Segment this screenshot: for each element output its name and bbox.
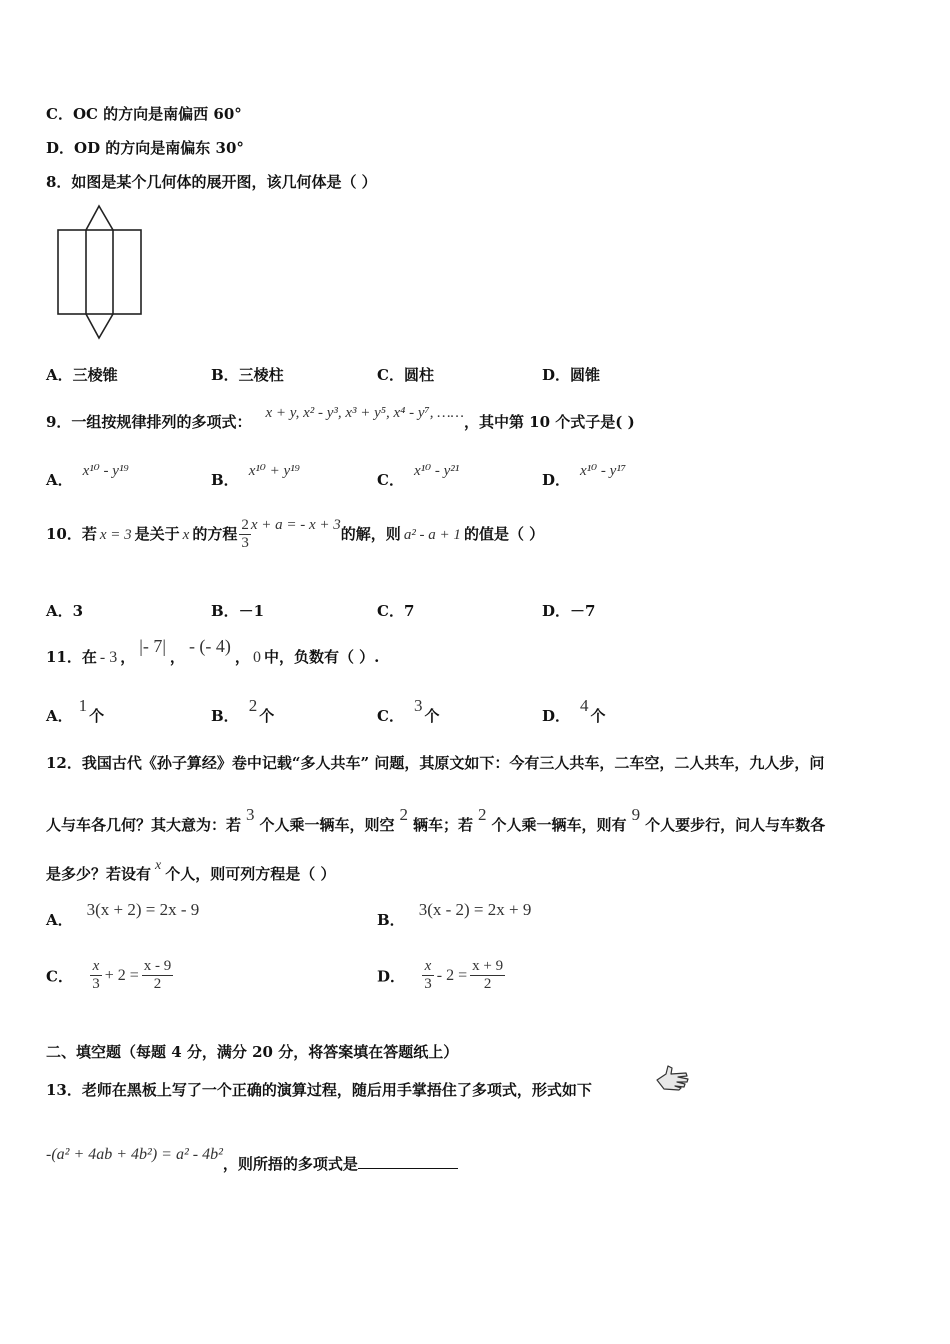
q9-stem-post: ，其中第 10 个式子是( ) — [463, 413, 635, 431]
q7-option-d: D．OD 的方向是南偏东 30° — [46, 139, 244, 157]
hand-icon — [654, 1062, 692, 1092]
q10-option-d: D．－7 — [542, 602, 596, 620]
q12-option-a: A．3(x + 2) = 2x - 9 — [46, 900, 200, 929]
q10-stem: 10．若 x = 3 是关于 x 的方程 $\frac{2}{3}$ x + a = - x + 3的解，则 a² - a + 1 的值是（ ） — [46, 516, 545, 552]
section-2-title: 二、填空题（每题 4 分，满分 20 分，将答案填在答题纸上） — [46, 1043, 459, 1061]
q9-option-c: C． x¹⁰ - y²¹ — [377, 463, 460, 489]
q12-line-1: 12．我国古代《孙子算经》卷中记载“多人共车” 问题，其原文如下：今有三人共车，二车空，二人共车，九人步，问 — [46, 754, 825, 772]
q12-option-d: D． $\frac{x}{3}$ - 2 = $\frac{x + 9}{2}$ — [377, 958, 504, 993]
q13-expression-line: -(a² + 4ab + 4b²) = a² - 4b²，则所捂的多项式是 — [46, 1153, 458, 1174]
q11-stem: 11．在 - 3 ，|- 7|，- (- 4)， 0 中，负数有（ ）. — [46, 636, 380, 666]
q8-option-d: D．圆锥 — [542, 366, 601, 384]
q7-option-c: C．OC 的方向是南偏西 60° — [46, 105, 242, 123]
q11-option-d: D．4个 — [542, 696, 606, 725]
q9-answer-c: x¹⁰ - y²¹ — [413, 463, 460, 479]
q13-answer-blank[interactable] — [358, 1154, 458, 1169]
q11-option-b: B．2个 — [211, 696, 275, 725]
q8-option-a: A．三棱锥 — [46, 366, 118, 384]
q13-stem: 13．老师在黑板上写了一个正确的演算过程，随后用手掌捂住了多项式，形式如下 — [46, 1081, 592, 1099]
q13-expr: -(a² + 4ab + 4b²) = a² - 4b² — [46, 1146, 223, 1163]
q11-num-2: |- 7| — [139, 636, 166, 656]
q10-expr: a² - a + 1 — [403, 526, 461, 543]
q9-option-d: D． x¹⁰ - y¹⁷ — [542, 463, 627, 489]
q12-line-2: 人与车各几何？其大意为：若3个人乘一辆车，则空2辆车；若2个人乘一辆车，则有9个人要步行，问人与车数各 — [46, 805, 826, 834]
q10-fraction: $\frac{2}{3}$ — [241, 517, 249, 552]
q11-num-4: 0 — [252, 649, 261, 666]
q9-answer-a: x¹⁰ - y¹⁹ — [82, 463, 129, 479]
q10-option-b: B．－1 — [211, 602, 265, 620]
q11-num-3: - (- 4) — [188, 636, 231, 656]
q9-answer-b: x¹⁰ + y¹⁹ — [248, 463, 300, 479]
q12-option-b: B．3(x - 2) = 2x + 9 — [377, 900, 532, 929]
q8-option-c: C．圆柱 — [377, 366, 434, 384]
q12-equation-a: 3(x + 2) = 2x - 9 — [86, 900, 200, 919]
q10-x-eq: x = 3 — [99, 526, 132, 543]
q9-stem-pre: 9．一组按规律排列的多项式： — [46, 413, 252, 431]
q12-option-c: C． $\frac{x}{3}$ + 2 = $\frac{x - 9}{2}$ — [46, 958, 172, 993]
q11-option-c: C．3个 — [377, 696, 440, 725]
q9-option-a: A． x¹⁰ - y¹⁹ — [46, 463, 129, 489]
q9-stem — [46, 405, 635, 432]
q8-option-b: B．三棱柱 — [211, 366, 284, 384]
q11-num-1: - 3 — [99, 649, 118, 666]
q10-equation-rest: x + a = - x + 3 — [250, 516, 341, 533]
q9-answer-d: x¹⁰ - y¹⁷ — [580, 463, 627, 479]
q10-option-a: A．3 — [46, 602, 84, 620]
q10-option-c: C．7 — [377, 602, 415, 620]
q12-line-3: 是多少？若设有 x 个人，则可列方程是（ ） — [46, 858, 336, 883]
q12-equation-b: 3(x - 2) = 2x + 9 — [418, 900, 532, 919]
q9-option-b: B． x¹⁰ + y¹⁹ — [211, 463, 300, 489]
prism-net-figure — [55, 203, 145, 343]
q11-option-a: A．1个 — [46, 696, 105, 725]
q9-sequence-expr: x + y, x² - y³, x³ + y⁵, x⁴ - y⁷, …… — [265, 405, 464, 421]
q8-stem: 8．如图是某个几何体的展开图，该几何体是（ ） — [46, 173, 377, 191]
